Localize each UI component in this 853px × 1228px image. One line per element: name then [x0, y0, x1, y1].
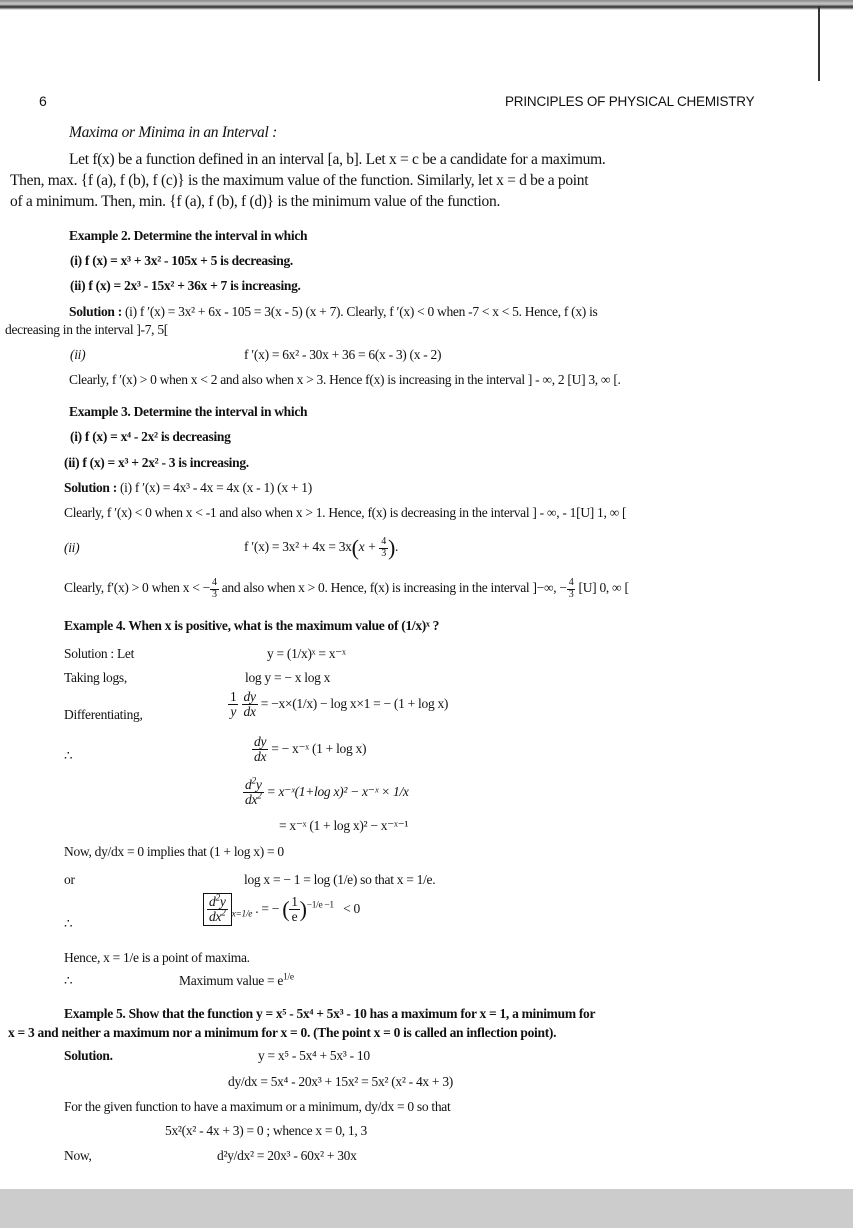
scan-edge-rule [818, 6, 820, 81]
equation: $\frac{d^2y}{dx^2}$ $_{x=1/e}$ . = − ( $\frac{1}{e}$ )$^{-1/e -1}$ < 0 [203, 893, 360, 926]
equation: $\frac{dy}{dx}$ = − x⁻ˣ (1 + log x) [254, 734, 367, 765]
solution-text: (i) f ′(x) = 3x² + 6x - 105 = 3(x - 5) (x + 7). Clearly, f ′(x) < 0 when -7 < x < 5. Hence, f (x) is [124, 304, 598, 319]
therefore-symbol: ∴ [64, 973, 73, 988]
example-2-part-i: (i) f (x) = x³ + 3x² - 105x + 5 is decreasing. [70, 253, 293, 268]
example-3-part-i: (i) f (x) = x⁴ - 2x² is decreasing [70, 429, 231, 444]
or-label: or [64, 872, 75, 887]
section-paragraph-line: Then, max. {f (a), f (b), f (c)} is the maximum value of the function. Similarly, let x = d be a point [10, 172, 589, 189]
equation: d²y/dx² = 20x³ - 60x² + 30x [217, 1148, 357, 1163]
solution-label: Solution : [64, 480, 117, 495]
equation: $\frac{1}{y}$ $\frac{dy}{dx}$ = −x×(1/x) − log x×1 = − (1 + log x) [230, 689, 449, 720]
example-5-heading: Example 5. Show that the function y = x⁵ - 5x⁴ + 5x³ - 10 has a maximum for x = 1, a minimum for [64, 1006, 596, 1021]
body-text: Hence, x = 1/e is a point of maxima. [64, 950, 250, 965]
now-label: Now, [64, 1148, 92, 1163]
part-ii-label: (ii) [70, 347, 86, 362]
row-label: Taking logs, [64, 670, 127, 685]
conclusion-text: Clearly, f′(x) > 0 when x < − $\frac{4}{3}$ and also when x > 0. Hence, f(x) is increasing in the interval ]−∞, − $\frac{4}{3}$ [U] 0, ∞ [ [64, 577, 629, 600]
row-label: Differentiating, [64, 707, 143, 722]
therefore-symbol: ∴ [64, 748, 73, 763]
example-3-heading: Example 3. Determine the interval in which [69, 404, 308, 419]
solution-label: Solution. [64, 1048, 113, 1063]
section-paragraph-line: Let f(x) be a function defined in an interval [a, b]. Let x = c be a candidate for a maximum. [69, 151, 606, 168]
example-2-heading: Example 2. Determine the interval in which [69, 228, 308, 243]
section-paragraph-line: of a minimum. Then, min. {f (a), f (b), f (d)} is the minimum value of the function. [10, 193, 501, 210]
equation: log y = − x log x [245, 670, 331, 685]
equation: f ′(x) = 6x² - 30x + 36 = 6(x - 3) (x - 2) [244, 347, 442, 362]
body-text: For the given function to have a maximum or a minimum, dy/dx = 0 so that [64, 1099, 451, 1114]
equation: f ′(x) = 3x² + 4x = 3x(x + $\frac{4}{3}$ ). [244, 535, 399, 560]
equation: = x⁻ˣ (1 + log x)² − x⁻ˣ⁻¹ [279, 818, 409, 833]
solution-label: Solution : [69, 304, 122, 319]
equation: dy/dx = 5x⁴ - 20x³ + 15x² = 5x² (x² - 4x + 3) [228, 1074, 453, 1089]
equation: y = x⁵ - 5x⁴ + 5x³ - 10 [258, 1048, 370, 1063]
section-title: Maxima or Minima in an Interval : [69, 124, 277, 141]
equation: 5x²(x² - 4x + 3) = 0 ; whence x = 0, 1, 3 [165, 1123, 367, 1138]
equation: $\frac{d^2y}{dx^2}$ = x⁻ˣ(1+log x)² − x⁻ˣ × 1/x [245, 776, 409, 808]
conclusion-text: Clearly, f ′(x) < 0 when x < -1 and also when x > 1. Hence, f(x) is decreasing in the interval ] - ∞, - 1[U] 1, ∞ [ [64, 505, 627, 520]
example-2-part-ii: (ii) f (x) = 2x³ - 15x² + 36x + 7 is increasing. [70, 278, 301, 293]
equation: y = (1/x)ˣ = x⁻ˣ [267, 646, 346, 661]
page-number: 6 [39, 93, 47, 109]
example-3-part-ii: (ii) f (x) = x³ + 2x² - 3 is increasing. [64, 455, 249, 470]
body-text: Now, dy/dx = 0 implies that (1 + log x) = 0 [64, 844, 284, 859]
maximum-value: Maximum value = $e^{1/e}$ [179, 972, 294, 988]
equation: log x = − 1 = log (1/e) so that x = 1/e. [244, 872, 436, 887]
conclusion-text: Clearly, f ′(x) > 0 when x < 2 and also when x > 3. Hence f(x) is increasing in the interval ] - ∞, 2 [U] 3, ∞ [. [69, 372, 621, 387]
viewer-bottom-bar [0, 1189, 853, 1228]
solution-text: decreasing in the interval ]-7, 5[ [5, 322, 168, 337]
therefore-symbol: ∴ [64, 916, 73, 931]
example-4-heading: Example 4. When x is positive, what is the maximum value of (1/x)ˣ ? [64, 618, 440, 633]
row-label: Solution : Let [64, 646, 135, 661]
example-5-heading: x = 3 and neither a maximum nor a minimum for x = 0. (The point x = 0 is called an inflection point). [8, 1025, 557, 1040]
scan-edge-top [0, 0, 853, 10]
solution-text: (i) f ′(x) = 4x³ - 4x = 4x (x - 1) (x + 1) [119, 480, 312, 495]
running-head: PRINCIPLES OF PHYSICAL CHEMISTRY [505, 94, 755, 109]
part-ii-label: (ii) [64, 540, 80, 555]
